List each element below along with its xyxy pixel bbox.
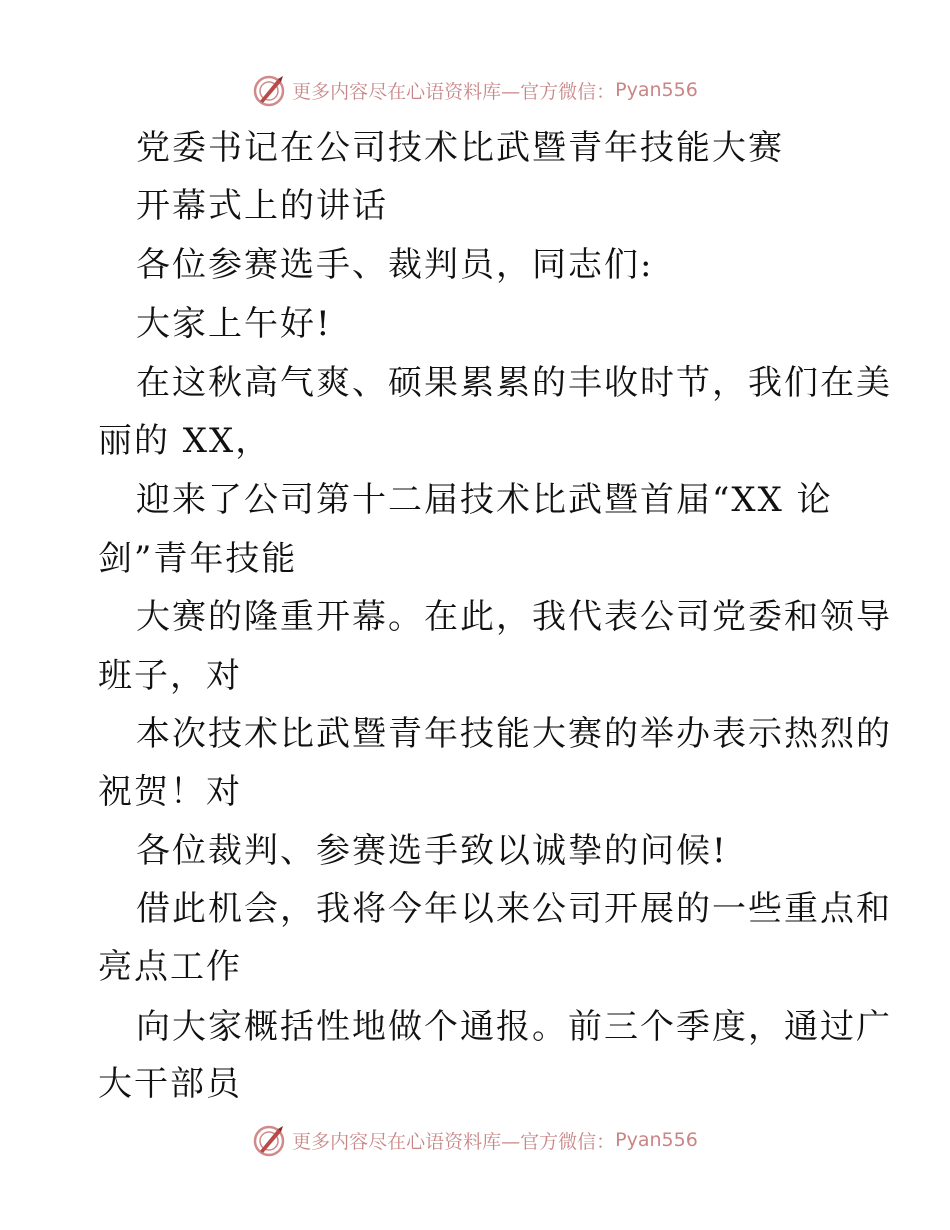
- document-title-line-1: 党委书记在公司技术比武暨青年技能大赛: [136, 128, 784, 168]
- watermark-text: 更多内容尽在心语资料库—官方微信：: [292, 80, 616, 103]
- paragraph-line: 在这秋高气爽、硕果累累的丰收时节，我们在美: [136, 363, 892, 403]
- greeting-line: 大家上午好!: [136, 304, 332, 344]
- watermark-wechat-id: Pyan556: [615, 1129, 698, 1151]
- paragraph-line: 祝贺！对: [98, 772, 242, 812]
- footer-watermark-banner: [0, 1120, 950, 1160]
- paragraph-line: 向大家概括性地做个通报。前三个季度，通过广: [136, 1007, 892, 1047]
- salutation-line: 各位参赛选手、裁判员，同志们:: [136, 245, 654, 285]
- document-title-line-2: 开幕式上的讲话: [136, 186, 388, 226]
- quill-pen-logo-icon: [252, 1123, 286, 1157]
- paragraph-line: 亮点工作: [98, 947, 242, 987]
- watermark-wechat-id: Pyan556: [615, 79, 698, 101]
- paragraph-line: 大干部员: [98, 1064, 242, 1104]
- quill-pen-logo-icon: [252, 73, 286, 107]
- paragraph-line: 各位裁判、参赛选手致以诚挚的问候!: [136, 831, 728, 871]
- paragraph-line: 剑”青年技能: [98, 539, 298, 579]
- paragraph-line: 本次技术比武暨青年技能大赛的举办表示热烈的: [136, 714, 892, 754]
- watermark-text: 更多内容尽在心语资料库—官方微信：: [292, 1130, 616, 1153]
- header-watermark-banner: [0, 70, 950, 110]
- paragraph-line: 大赛的隆重开幕。在此，我代表公司党委和领导: [136, 597, 892, 637]
- paragraph-line: 班子，对: [98, 656, 242, 696]
- paragraph-line: 丽的 XX，: [98, 421, 272, 461]
- paragraph-line: 借此机会，我将今年以来公司开展的一些重点和: [136, 889, 892, 929]
- paragraph-line: 迎来了公司第十二届技术比武暨首届“XX 论: [136, 480, 833, 520]
